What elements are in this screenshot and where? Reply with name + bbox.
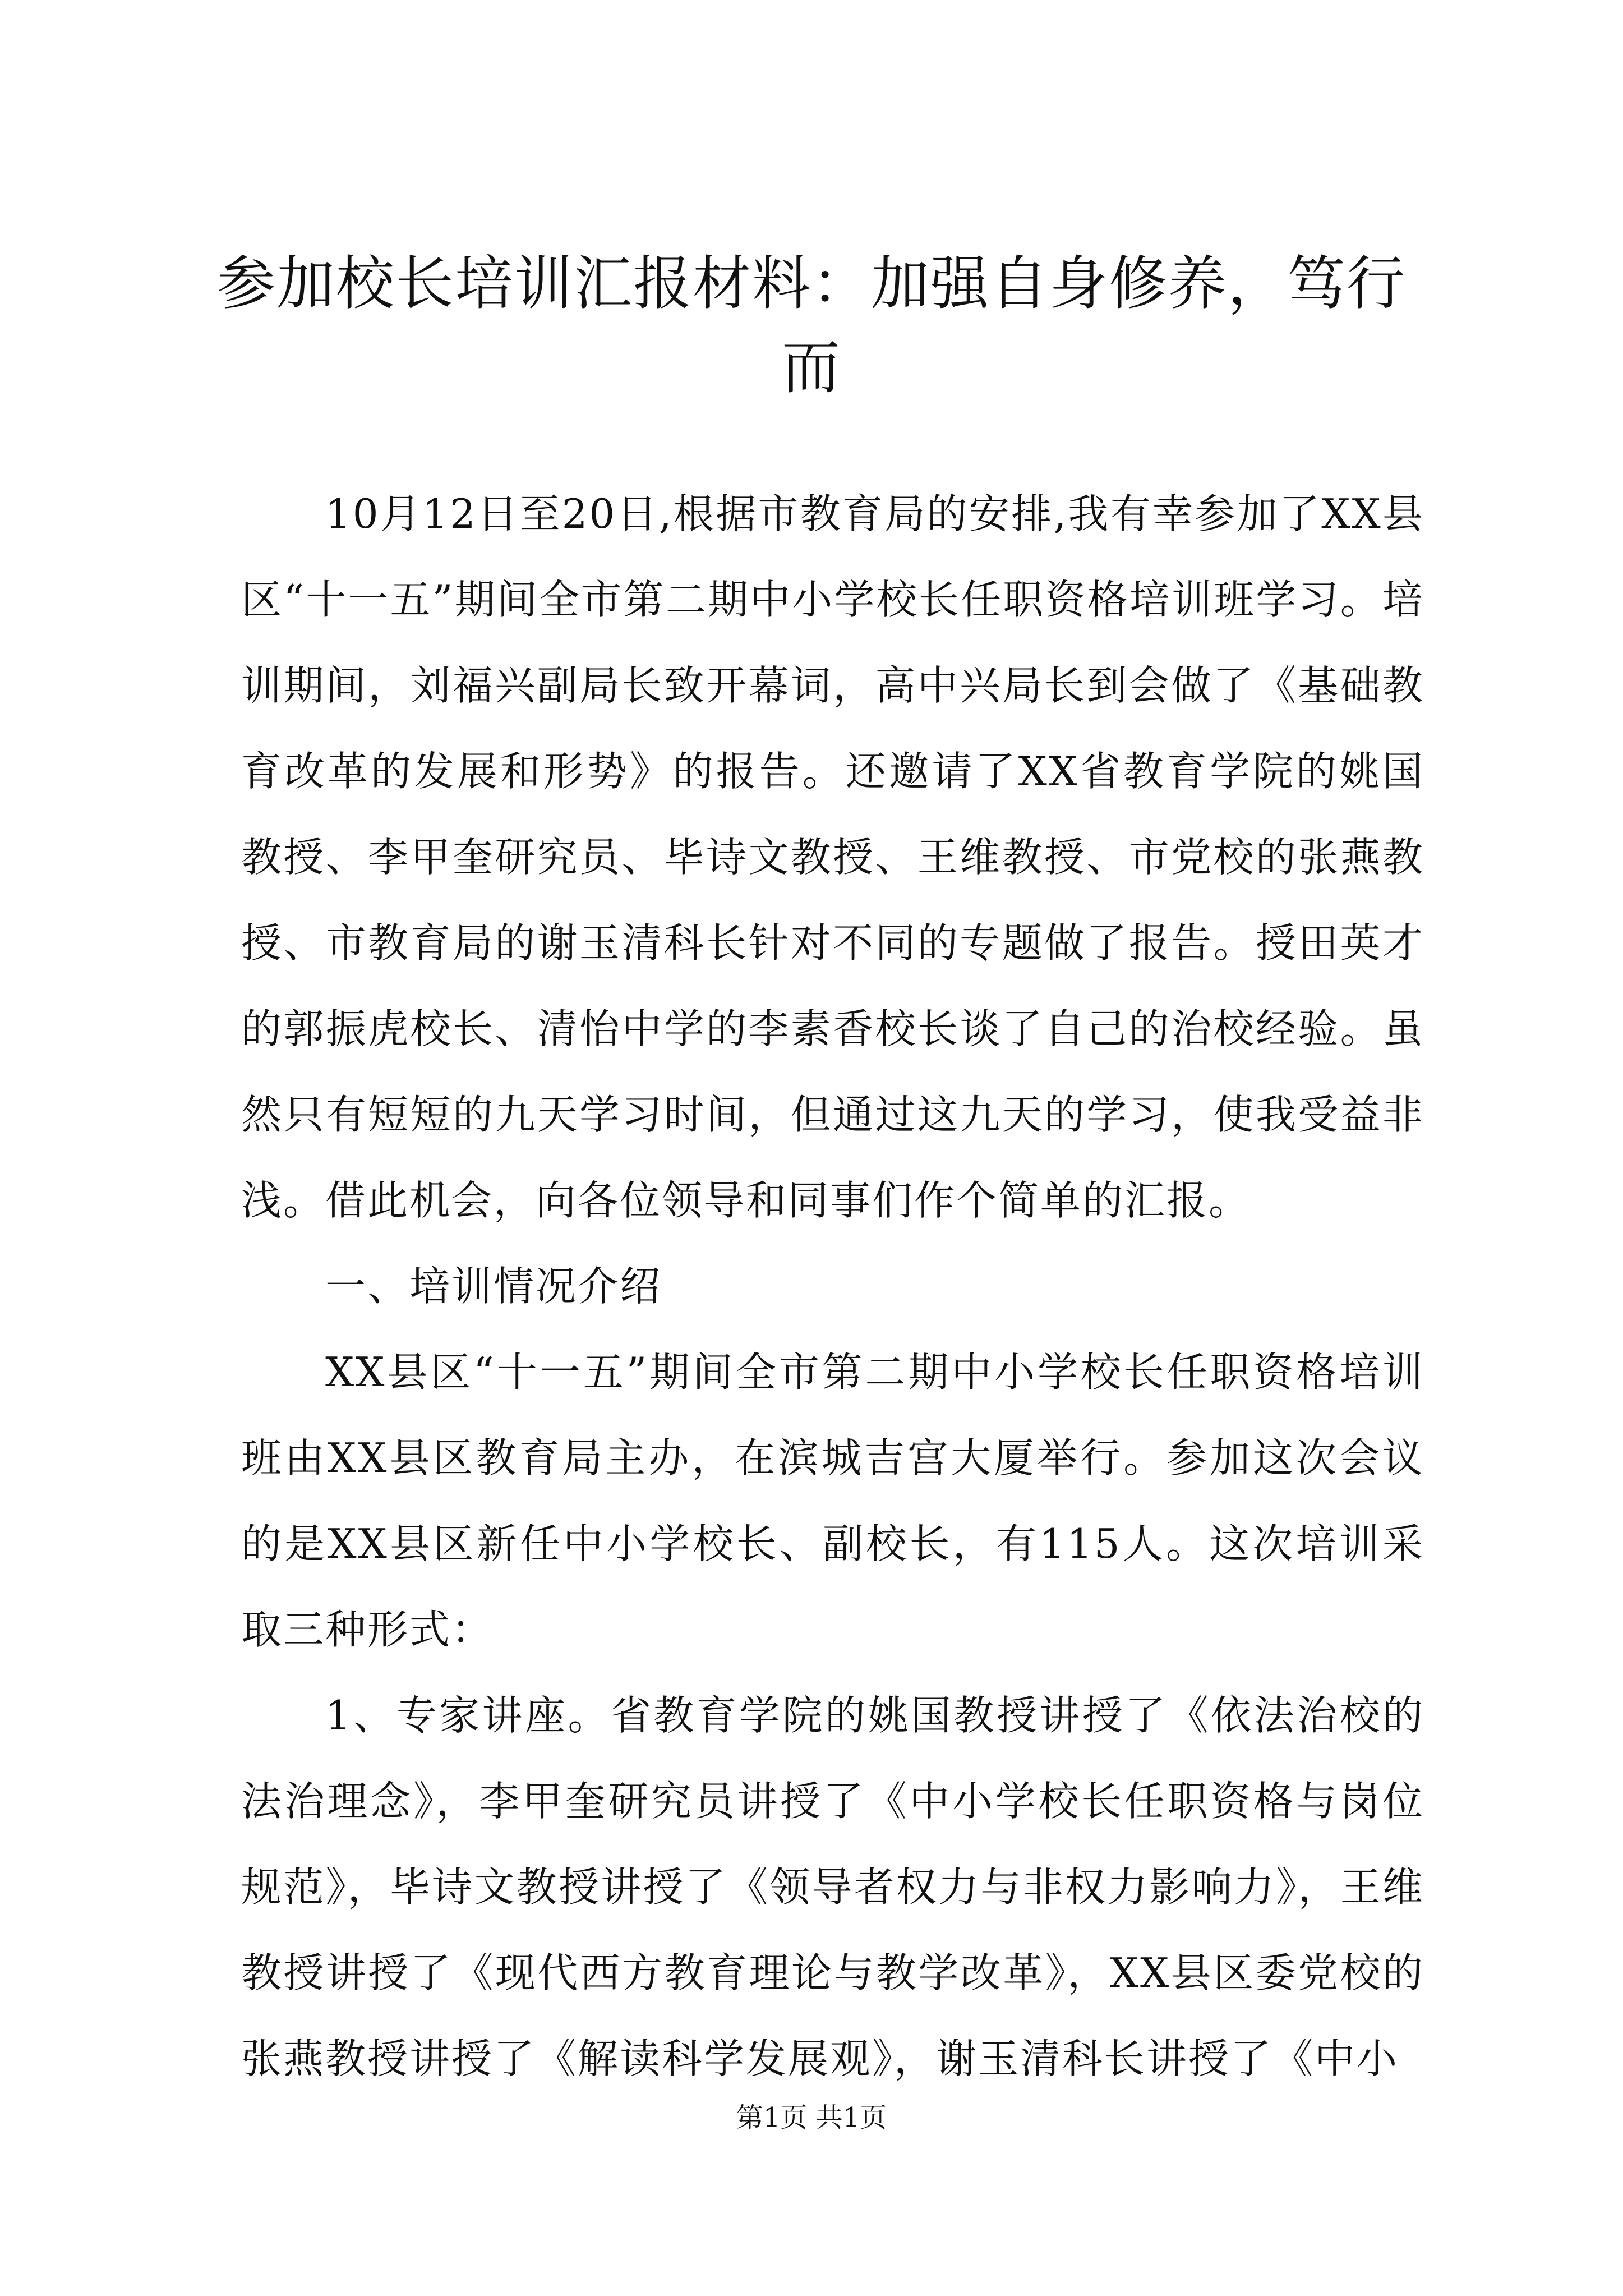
document-body (241, 471, 1424, 2102)
section-heading-training-overview: 一、培训情况介绍 (325, 1263, 662, 1310)
page-number: 第1页 共1页 (736, 2102, 887, 2133)
paragraph-expert-lectures: 1、专家讲座。省教育学院的姚国教授讲授了《依法治校的法治理念》，李甲奎研究员讲授了《中小学校长任职资格与岗位规范》，毕诗文教授讲授了《领导者权力与非权力影响力》，王维教授讲授了《现代西方教育理论与教学改革》，XX县区委党校的张燕教授讲授了《解读科学发展观》，谢玉清科长讲授了《中小 (241, 1692, 1424, 2082)
document-title: 参加校长培训汇报材料：加强自身修养，笃行而 (216, 249, 1406, 402)
paragraph-training-details: XX县区“十一五”期间全市第二期中小学校长任职资格培训班由XX县区教育局主办，在滨城吉宫大厦举行。参加这次会议的是XX县区新任中小学校长、副校长，有115人。这次培训采取三种形式： (241, 1349, 1424, 1653)
paragraph-intro: 10月12日至20日,根据市教育局的安排,我有幸参加了XX县区“十一五”期间全市第二期中小学校长任职资格培训班学习。培训期间，刘福兴副局长致开幕词，高中兴局长到会做了《基础教育改革的发展和形势》的报告。还邀请了XX省教育学院的姚国教授、李甲奎研究员、毕诗文教授、王维教授、市党校的张燕教授、市教育局的谢玉清科长针对不同的专题做了报告。授田英才的郭振虎校长、清怡中学的李素香校长谈了自己的治校经验。虽然只有短短的九天学习时间，但通过这九天的学习，使我受益非浅。借此机会，向各位领导和同事们作个简单的汇报。 (241, 490, 1424, 1224)
